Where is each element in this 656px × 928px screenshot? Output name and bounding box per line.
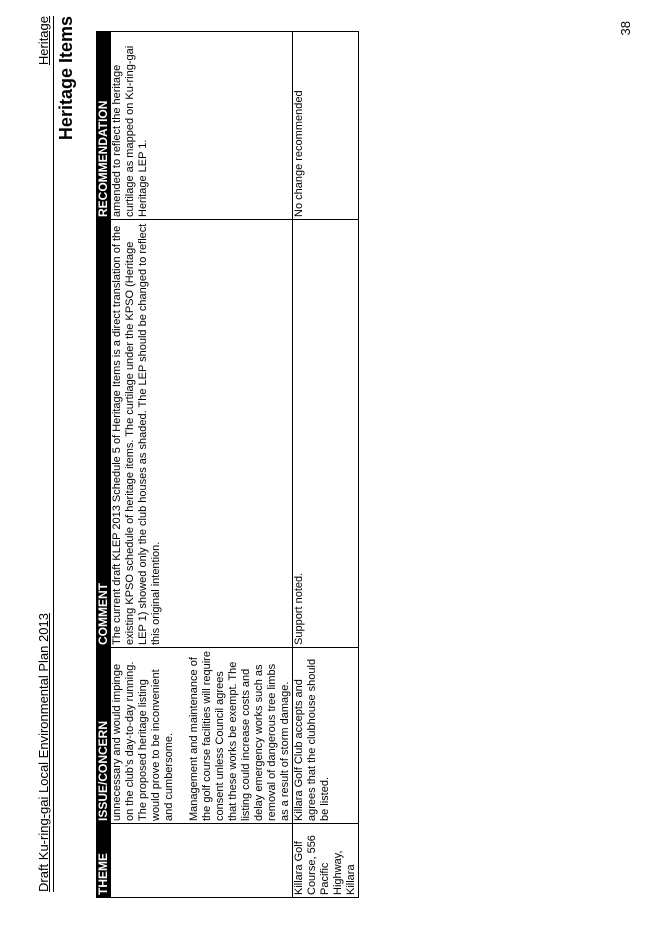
table-row bbox=[293, 32, 359, 898]
document-title: Draft Ku-ring-gai Local Environmental Plan 2013 bbox=[36, 613, 51, 892]
column-header-issue: ISSUE/CONCERN bbox=[97, 648, 111, 824]
issue-paragraph: Management and maintenance of the golf course facilities will require consent unless Council agrees that these works be exempt. The listing could increase costs and delay emergency works such as removal of dangerous tree limbs as a result of storm damage. bbox=[188, 651, 291, 821]
issue-cell bbox=[293, 648, 359, 824]
section-label: Heritage bbox=[36, 16, 51, 66]
submissions-table bbox=[96, 31, 359, 898]
issue-paragraph: unnecessary and would impinge on the club’s day-to-day running. The proposed heritage listing would prove to be inconvenient and cumbersome. bbox=[111, 661, 175, 821]
issue-paragraph: Killara Golf Club accepts and agrees that the clubhouse should be listed. bbox=[293, 658, 331, 821]
section-title: Heritage Items bbox=[56, 16, 76, 141]
comment-cell: The current draft KLEP 2013 Schedule 5 of Heritage Items is a direct translation of the existing KPSO schedule of heritage items. The curtilage under the KPSO (Heritage LEP 1) showed only the club houses as shaded. The LEP should be changed to reflect this original intention. bbox=[111, 220, 293, 648]
recommendation-cell: amended to reflect the heritage curtilage as mapped on Ku-ring-gai Heritage LEP 1. bbox=[111, 32, 293, 220]
column-header-theme: THEME bbox=[97, 824, 111, 898]
theme-cell: Killara Golf Course, 556 Pacific Highway, Killara bbox=[293, 824, 359, 898]
page-number: 38 bbox=[618, 21, 633, 36]
theme-cell bbox=[111, 824, 293, 898]
recommendation-cell: No change recommended bbox=[293, 32, 359, 220]
column-header-comment: COMMENT bbox=[97, 220, 111, 648]
column-header-recommendation: RECOMMENDATION bbox=[97, 32, 111, 220]
comment-cell: Support noted. bbox=[293, 220, 359, 648]
table-row bbox=[111, 32, 293, 898]
table-header-row bbox=[97, 32, 111, 898]
header-rule bbox=[53, 16, 54, 892]
issue-cell bbox=[111, 648, 293, 824]
